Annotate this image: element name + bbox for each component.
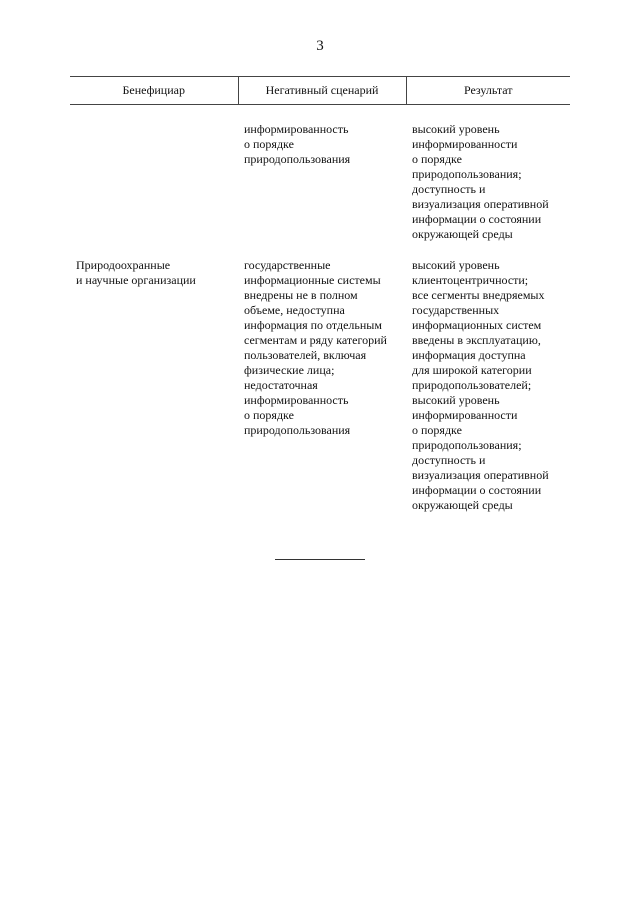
- cell-beneficiary: Природоохранные и научные организации: [76, 258, 196, 287]
- table-row: [70, 242, 570, 513]
- cell-result: высокий уровень информированности о порядке природопользования; доступность и визуализация оперативной информации о состоянии окружающей среды: [412, 122, 549, 241]
- header-result: Результат: [406, 77, 570, 105]
- beneficiary-table: [70, 76, 570, 513]
- end-of-document-rule: [275, 559, 365, 560]
- header-beneficiary: Бенефициар: [70, 77, 238, 105]
- cell-result: высокий уровень клиентоцентричности; все сегменты внедряемых государственных информационных систем введены в эксплуатацию, информация доступна для широкой категории природопользователей; высокий уровень информированности о порядке природопользования; доступность и визуализация оперативной информации о состоянии окружающей среды: [412, 258, 549, 512]
- table-header-row: [70, 77, 570, 105]
- cell-negative-scenario: государственные информационные системы внедрены не в полном объеме, недоступна информация по отдельным сегментам и ряду категорий пользователей, включая физические лица; недостаточная информированность о порядке природопользования: [244, 258, 387, 437]
- cell-negative-scenario: информированность о порядке природопользования: [244, 122, 351, 166]
- table-row: [70, 105, 570, 243]
- cell-beneficiary: [70, 105, 238, 243]
- page-number: 3: [316, 38, 324, 54]
- header-negative-scenario: Негативный сценарий: [238, 77, 406, 105]
